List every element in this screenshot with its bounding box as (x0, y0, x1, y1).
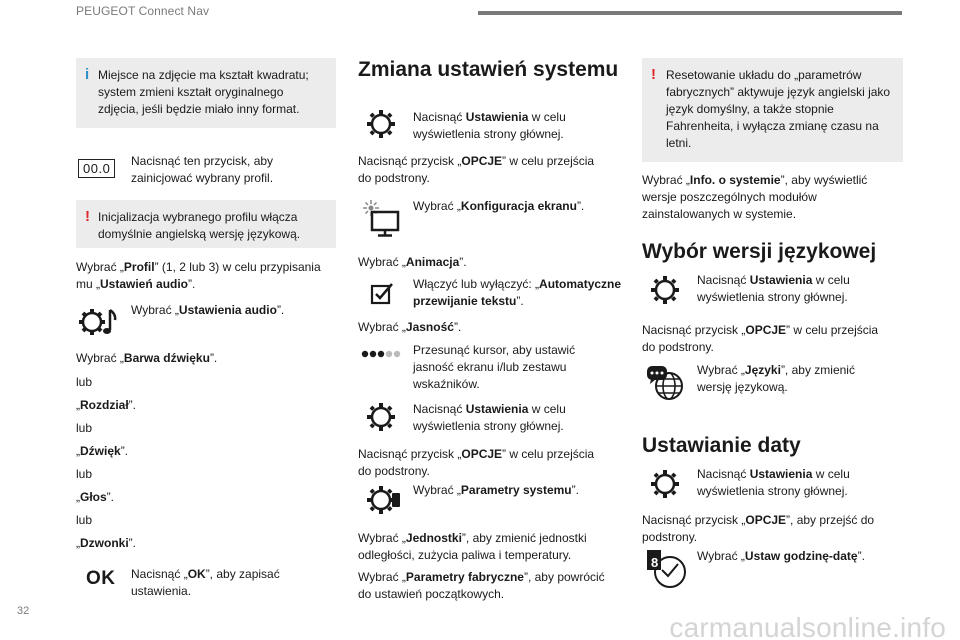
header-divider (478, 11, 902, 15)
checkbox-icon (370, 281, 396, 305)
watermark-text: carmanualsonline.info (669, 612, 946, 640)
settings-gear-icon (648, 273, 682, 307)
section-heading-language: Wybór wersji językowej (642, 240, 877, 263)
step-units-text: Wybrać „Jednostki”, aby zmienić jednostki odległości, zużycia paliwa i temperatury. (358, 531, 587, 562)
or-text: lub (76, 375, 93, 389)
system-params-icon (364, 483, 404, 517)
step-brightness-text: Wybrać „Jasność”. (358, 320, 462, 334)
step-options-text: Nacisnąć przycisk „OPCJE” w celu przejścia do podstrony. (358, 447, 595, 478)
step-options-text: Nacisnąć przycisk „OPCJE” w celu przejścia do podstrony. (642, 323, 879, 354)
choose-profile-text: Wybrać „Profil” (1, 2 lub 3) w celu przypisania mu „Ustawień audio”. (76, 260, 321, 291)
ringtones-text: „Dzwonki”. (76, 536, 137, 550)
step-screen-config-text: Wybrać „Konfiguracja ekranu”. (413, 199, 585, 213)
clock-date-icon (646, 548, 688, 590)
note-text: Resetowanie układu do „parametrów fabrycznych” aktywuje język angielski jako język domyślny, a także stopnie Fahrenheita, i wyłącza zmianę czasu na letni. (666, 68, 891, 150)
or-text: lub (76, 513, 93, 527)
distribution-text: „Rozdział”. (76, 398, 137, 412)
note-text: Inicjalizacja wybranego profilu włącza domyślnie angielską wersję językową. (98, 210, 301, 241)
or-text: lub (76, 421, 93, 435)
audio-settings-text: Wybrać „Ustawienia audio”. (131, 303, 285, 317)
step-settings-text: Nacisnąć Ustawienia w celu wyświetlenia strony głównej. (413, 402, 566, 433)
step-slider-text: Przesunąć kursor, aby ustawić jasność ekranu i/lub zestawu wskaźników. (413, 343, 576, 391)
page-number: 32 (17, 605, 30, 617)
warning-note-reset (642, 58, 903, 162)
profile-init-text: Nacisnąć ten przycisk, aby zainicjować wybrany profil. (131, 154, 274, 185)
screen-config-icon (362, 198, 402, 238)
step-factory-text: Wybrać „Parametry fabryczne”, aby powrócić do ustawień początkowych. (358, 570, 605, 601)
sound-text: „Dźwięk”. (76, 444, 129, 458)
section-heading-system: Zmiana ustawień systemu (358, 58, 619, 81)
step-time-date-text: Wybrać „Ustaw godzinę-datę”. (697, 549, 865, 563)
language-globe-icon (646, 364, 686, 402)
voice-text: „Głos”. (76, 490, 115, 504)
brightness-slider-icon (360, 348, 406, 360)
ok-button-icon: OK (86, 568, 116, 589)
profile-init-button-icon: 00.0 (78, 159, 115, 178)
tone-text: Wybrać „Barwa dźwięku”. (76, 351, 218, 365)
system-info-text: Wybrać „Info. o systemie”, aby wyświetlić wersje poszczególnych modułów zainstalowanych w systemie. (642, 173, 868, 221)
warning-icon: ! (651, 66, 656, 83)
section-heading-date: Ustawianie daty (642, 434, 801, 457)
warning-icon: ! (85, 208, 90, 225)
step-settings-text: Nacisnąć Ustawienia w celu wyświetlenia strony głównej. (697, 467, 850, 498)
audio-settings-icon (76, 304, 120, 340)
warning-note-init (76, 200, 336, 248)
info-note-photo (76, 58, 336, 128)
step-options-text: Nacisnąć przycisk „OPCJE”, aby przejść do podstrony. (642, 513, 875, 544)
document-header-title: PEUGEOT Connect Nav (76, 4, 210, 18)
settings-gear-icon (364, 107, 398, 141)
step-animation-text: Wybrać „Animacja”. (358, 255, 467, 269)
step-settings-text: Nacisnąć Ustawienia w celu wyświetlenia strony głównej. (413, 110, 566, 141)
step-system-params-text: Wybrać „Parametry systemu”. (413, 483, 579, 497)
note-text: Miejsce na zdjęcie ma kształt kwadratu; system zmieni kształt oryginalnego zdjęcia, jeśli będzie miało inny format. (98, 68, 309, 116)
settings-gear-icon (648, 467, 682, 501)
or-text: lub (76, 467, 93, 481)
step-autoscroll-text: Włączyć lub wyłączyć: „Automatyczne przewijanie tekstu”. (413, 277, 622, 308)
step-languages-text: Wybrać „Języki”, aby zmienić wersję językową. (697, 363, 855, 394)
ok-text: Nacisnąć „OK”, aby zapisać ustawienia. (131, 567, 280, 598)
step-settings-text: Nacisnąć Ustawienia w celu wyświetlenia strony głównej. (697, 273, 850, 304)
step-badge: 8 (651, 555, 659, 570)
step-options-text: Nacisnąć przycisk „OPCJE” w celu przejścia do podstrony. (358, 154, 595, 185)
info-icon: i (85, 66, 90, 83)
settings-gear-icon (364, 400, 398, 434)
